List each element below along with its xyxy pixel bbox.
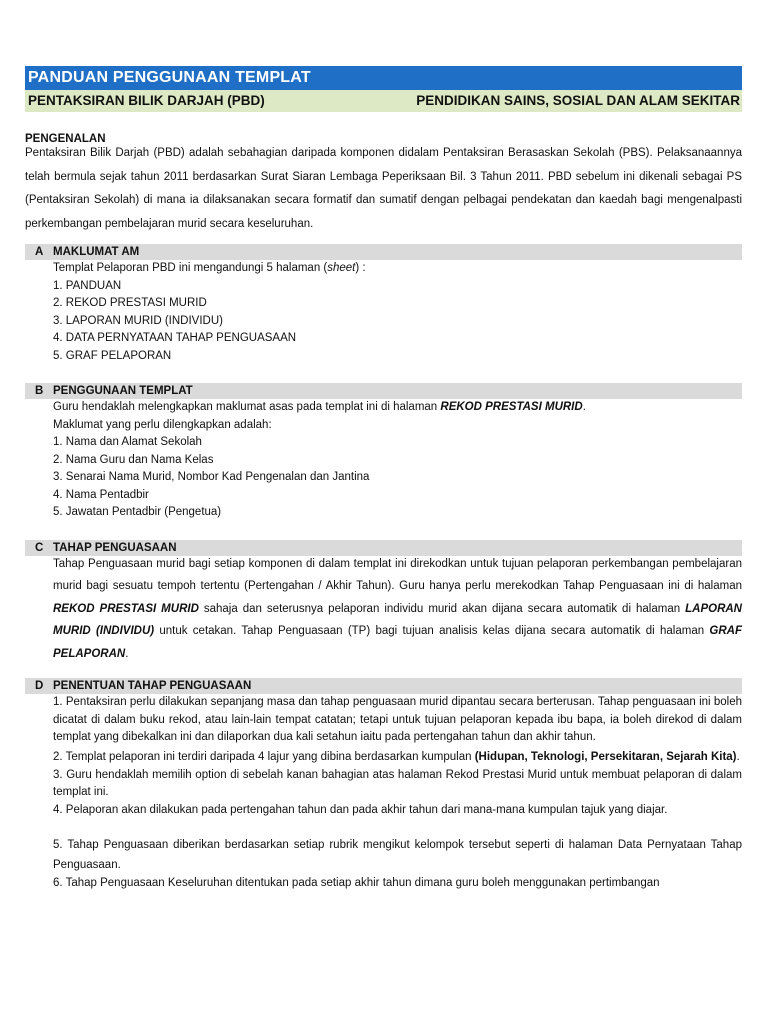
- intro-paragraph: Pentaksiran Bilik Darjah (PBD) adalah sebahagian daripada komponen didalam Pentaksiran Berasaskan Sekolah (PBS). Pelaksanaannya telah bermula sejak tahun 2011 berdasarkan Surat Siaran Lembaga Peperiksaan Bil. 3 Tahun 2011. PBD sebelum ini dikenali sebagai PS (Pentaksiran Sekolah) di mana ia dilaksanakan secara formatif dan sumatif dengan pelbagai pendekatan dan kaedah bagi mengenalpasti perkembangan pembelajaran murid secara keseluruhan.: [25, 147, 742, 230]
- section-a-intro-em: sheet: [327, 262, 356, 274]
- section-d: [25, 678, 742, 893]
- list-item: 3. LAPORAN MURID (INDIVIDU): [53, 314, 223, 327]
- section-b-line1-em: REKOD PRESTASI MURID: [440, 401, 583, 413]
- list-item: [53, 747, 742, 767]
- spacer: [53, 819, 742, 835]
- section-a-intro-end: ) :: [355, 262, 366, 274]
- section-d-header: [25, 678, 742, 694]
- list-item: 3. Guru hendaklah memilih option di sebelah kanan bahagian atas halaman Rekod Prestasi Murid untuk membuat pelaporan di dalam templat ini.: [53, 768, 742, 798]
- list-item: 6. Tahap Penguasaan Keseluruhan ditentukan pada setiap akhir tahun dimana guru boleh menggunakan pertimbangan: [53, 877, 660, 889]
- section-d-body: [25, 694, 742, 893]
- section-b: [25, 383, 742, 522]
- section-d-item2-bold: (Hidupan, Teknologi, Persekitaran, Sejarah Kita): [474, 750, 737, 763]
- section-a-title: MAKLUMAT AM: [53, 246, 140, 258]
- list-item: 2. Nama Guru dan Nama Kelas: [53, 453, 214, 466]
- section-a-header: [25, 244, 742, 260]
- section-b-line1-end: .: [582, 401, 586, 413]
- section-c-em-3: GRAF PELAPORAN: [53, 625, 742, 660]
- intro-heading: PENGENALAN: [25, 133, 106, 145]
- section-b-line2: Maklumat yang perlu dilengkapkan adalah:: [53, 418, 272, 431]
- section-b-line1: [53, 399, 742, 417]
- section-c-em-1: REKOD PRESTASI MURID: [53, 602, 199, 615]
- section-b-letter: B: [35, 385, 44, 397]
- section-b-body: [25, 399, 742, 522]
- section-c-paragraph: [25, 553, 742, 666]
- section-c-letter: C: [35, 541, 44, 554]
- section-b-header: [25, 383, 742, 399]
- section-c: [25, 540, 742, 666]
- list-item: 4. Pelaporan akan dilakukan pada pertengahan tahun dan pada akhir tahun dari mana-mana kumpulan tajuk yang diajar.: [53, 803, 668, 816]
- section-a-intro-text: Templat Pelaporan PBD ini mengandungi 5 halaman (: [53, 262, 328, 274]
- list-item: 3. Senarai Nama Murid, Nombor Kad Pengenalan dan Jantina: [53, 471, 370, 483]
- section-c-text-1: Tahap Penguasaan murid bagi setiap komponen di dalam templat ini direkodkan untuk tujuan pelaporan perkembangan pembelajaran murid bagi sesuatu tempoh tertentu (Pertengahan / Akhir Tahun). Guru hanya perlu merekodkan Tahap Penguasaan ini di halaman: [53, 557, 742, 592]
- list-item: 5. GRAF PELAPORAN: [53, 349, 172, 362]
- list-item: 5. Jawatan Pentadbir (Pengetua): [53, 506, 222, 518]
- section-c-text-2: sahaja dan seterusnya pelaporan individu murid akan dijana secara automatik di halaman: [198, 602, 686, 615]
- section-c-text-3: untuk cetakan. Tahap Penguasaan (TP) bagi tujuan analisis kelas dijana secara automatik di halaman: [154, 625, 710, 637]
- document-title: PANDUAN PENGGUNAAN TEMPLAT: [25, 66, 742, 90]
- list-item: 1. PANDUAN: [53, 279, 122, 292]
- section-a-body: [25, 260, 742, 365]
- list-item: 2. REKOD PRESTASI MURID: [53, 297, 207, 309]
- subtitle-right: PENDIDIKAN SAINS, SOSIAL DAN ALAM SEKITAR: [416, 93, 740, 108]
- section-a-letter: A: [35, 246, 44, 258]
- subtitle-bar: [25, 90, 742, 112]
- section-b-title: PENGGUNAAN TEMPLAT: [53, 385, 193, 397]
- section-c-em-2: LAPORAN MURID (INDIVIDU): [53, 602, 742, 637]
- list-item: 1. Pentaksiran perlu dilakukan sepanjang masa dan tahap penguasaan murid dipantau secara berterusan. Tahap penguasaan ini boleh dicatat di dalam buku rekod, atau lain-lain tempat catatan; tetapi untuk tujuan pelaporan kepada ibu bapa, ia boleh direkod di dalam templat yang dibekalkan ini dan dilaporkan dua kali setahun iaitu pada pertengahan tahun dan akhir tahun.: [53, 696, 742, 743]
- list-item: 4. DATA PERNYATAAN TAHAP PENGUASAAN: [53, 332, 297, 344]
- section-a-intro: [53, 260, 742, 278]
- document-page: [25, 66, 742, 893]
- list-item: 4. Nama Pentadbir: [53, 488, 149, 501]
- list-item: 1. Nama dan Alamat Sekolah: [53, 436, 202, 448]
- section-d-item2-text: 2. Templat pelaporan ini terdiri daripada 4 lajur yang dibina berdasarkan kumpulan: [53, 750, 475, 763]
- section-a: [25, 244, 742, 365]
- subtitle-left: PENTAKSIRAN BILIK DARJAH (PBD): [28, 93, 265, 108]
- section-c-title: TAHAP PENGUASAAN: [53, 541, 177, 554]
- section-d-title: PENENTUAN TAHAP PENGUASAAN: [53, 680, 252, 692]
- section-b-line1-text: Guru hendaklah melengkapkan maklumat asas pada templat ini di halaman: [53, 401, 441, 413]
- section-c-text-4: .: [125, 647, 129, 660]
- list-item: 5. Tahap Penguasaan diberikan berdasarkan setiap rubrik mengikut kelompok tersebut seperti di halaman Data Pernyataan Tahap Penguasaan.: [53, 839, 742, 871]
- section-d-item2-end: .: [736, 750, 740, 763]
- intro-section: [25, 132, 742, 236]
- section-d-letter: D: [35, 680, 44, 692]
